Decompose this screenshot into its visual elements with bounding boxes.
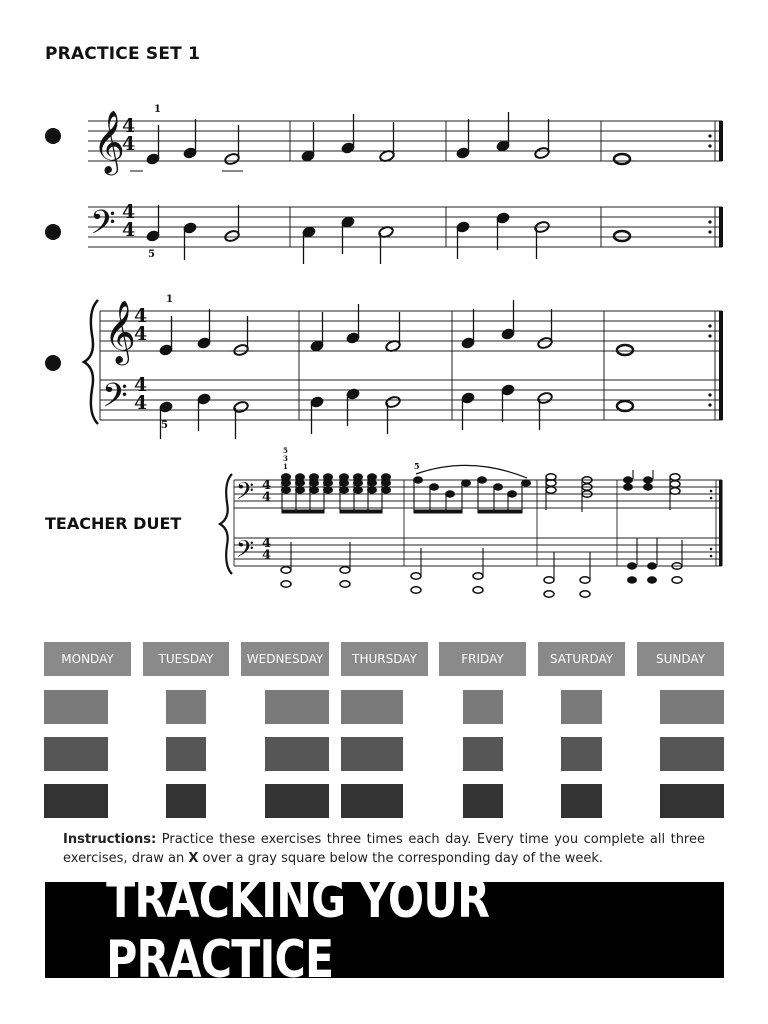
tracker-square[interactable]	[265, 737, 329, 771]
tracker-square[interactable]	[463, 737, 503, 771]
tracker-square[interactable]	[463, 784, 503, 818]
tracker-square[interactable]	[561, 690, 602, 724]
instructions-part1: Practice these exercises three times each day. Every time you complete all three exercises, draw an	[63, 832, 705, 866]
finger-number: 5	[161, 420, 168, 431]
time-sig-bottom: 4	[262, 548, 272, 563]
tracker-square[interactable]	[660, 737, 724, 771]
time-sig-top: 4	[262, 478, 272, 493]
finger-number: 5	[148, 249, 155, 260]
finger-number: 1	[166, 294, 173, 305]
finger-number: 5	[283, 446, 288, 455]
tracker-square[interactable]	[561, 737, 602, 771]
time-sig-bottom: 4	[262, 490, 272, 505]
tracker-square[interactable]	[44, 737, 108, 771]
time-sig-top: 4	[262, 536, 272, 551]
tracker-square[interactable]	[341, 690, 403, 724]
time-sig-bottom: 4	[122, 219, 136, 241]
time-sig-bottom: 4	[134, 392, 148, 414]
tracker-square[interactable]	[341, 784, 403, 818]
finger-number: 3	[283, 454, 288, 463]
time-sig-bottom: 4	[122, 133, 136, 155]
day-header-saturday: SATURDAY	[538, 642, 625, 676]
tracker-square[interactable]	[166, 784, 206, 818]
day-header-friday: FRIDAY	[439, 642, 526, 676]
time-sig-bottom: 4	[134, 323, 148, 345]
day-header-tuesday: TUESDAY	[143, 642, 229, 676]
treble-clef-icon: 𝄞	[93, 110, 125, 173]
finger-number: 1	[283, 462, 288, 471]
finger-number: 1	[154, 104, 161, 115]
title-banner	[45, 870, 724, 990]
instructions-text	[63, 830, 705, 868]
day-header-monday: MONDAY	[44, 642, 131, 676]
time-sig-top: 4	[122, 115, 136, 137]
tracker-square[interactable]	[166, 690, 206, 724]
teacher-duet-label: TEACHER DUET	[45, 514, 182, 533]
tracker-square[interactable]	[660, 690, 724, 724]
tracker-square[interactable]	[166, 737, 206, 771]
banner-title: TRACKING YOUR PRACTICE	[106, 870, 490, 990]
bass-clef-icon: 𝄢	[102, 377, 128, 423]
instructions-mark: X	[188, 851, 199, 866]
bass-clef-icon: 𝄢	[236, 477, 255, 510]
tracker-square[interactable]	[660, 784, 724, 818]
day-header-sunday: SUNDAY	[637, 642, 724, 676]
tracker-square[interactable]	[265, 690, 329, 724]
treble-clef-icon: 𝄞	[104, 300, 136, 363]
instructions-part2: over a gray square below the corresponding day of the week.	[198, 851, 604, 866]
day-header-thursday: THURSDAY	[341, 642, 428, 676]
page-title: PRACTICE SET 1	[45, 44, 201, 64]
day-header-wednesday: WEDNESDAY	[241, 642, 329, 676]
tracker-square[interactable]	[44, 784, 108, 818]
finger-number: 5	[414, 461, 420, 471]
tracker-square[interactable]	[561, 784, 602, 818]
tracker-square[interactable]	[44, 690, 108, 724]
instructions-lead: Instructions:	[63, 832, 157, 847]
tracker-square[interactable]	[463, 690, 503, 724]
bass-clef-icon: 𝄢	[236, 535, 255, 568]
tracker-square[interactable]	[265, 784, 329, 818]
bass-clef-icon: 𝄢	[90, 204, 116, 250]
time-sig-top: 4	[134, 305, 148, 327]
time-sig-top: 4	[134, 374, 148, 396]
time-sig-top: 4	[122, 201, 136, 223]
tracker-square[interactable]	[341, 737, 403, 771]
